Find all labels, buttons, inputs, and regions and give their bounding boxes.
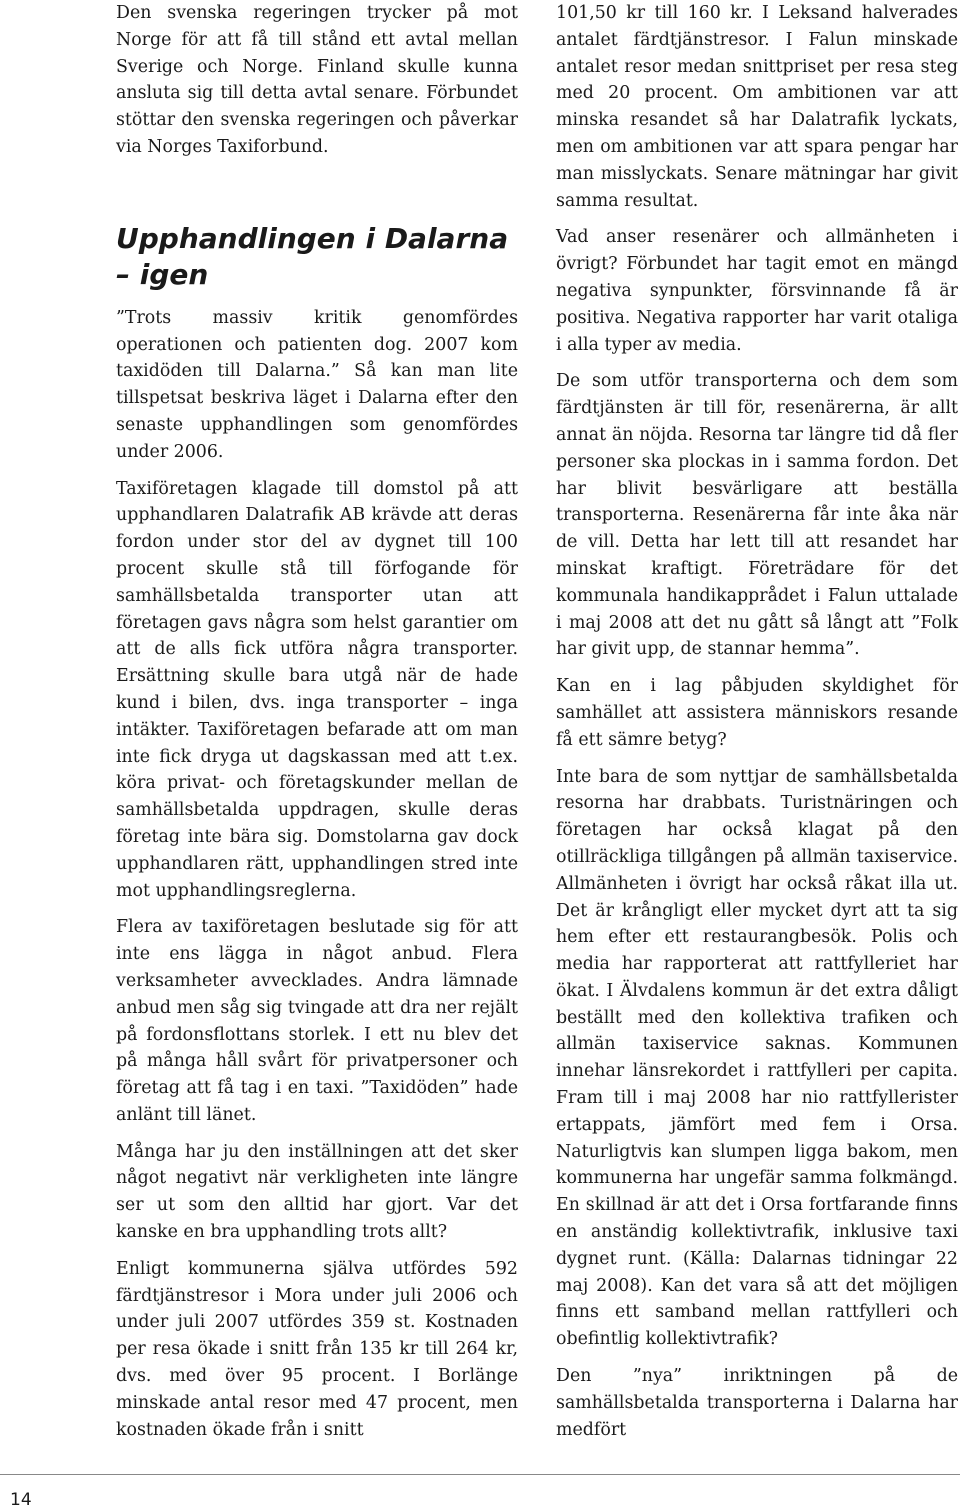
footer-divider [0,1474,960,1475]
paragraph-court: Taxiföretagen klagade till domstol på att upphandlaren Dalatrafik AB krävde att deras fordon under stor del av dygnet till 100 procent skulle stå till förfogande för samhällsbetalda transporter utan att företagen gavs några som helst garantier om att de alls fick utföra några transporter. Ersättning skulle bara utgå när de hade kund i bilen, dvs. inga transporter – inga intäkter. Taxiföretagen befarade att om man inte fick dryga ut dagskassan med att t.ex. köra privat- och företagskunder mellan de samhällsbetalda uppdragen, skulle deras företag inte bära sig. Domstolarna gav dock upphandlaren rätt, upphandlingen stred inte mot upphandlingsreglerna. [116,478,518,901]
paragraph-companies: Flera av taxiföretagen beslutade sig för att inte ens lägga in något anbud. Flera verksamheter avvecklades. Andra lämnade anbud men såg sig tvingade att dra ner rejält på fordonsflottans storlek. I ett nu blev det på många håll svårt för privatpersoner och företag att få tag i en taxi. ”Taxidöden” hade anlänt till länet. [116,917,518,1125]
section-heading: Upphandlingen i Dalarna – igen [116,221,509,291]
paragraph-intro: Den svenska regeringen trycker på mot Norge för att få till stånd ett avtal mellan Sverige och Norge. Finland skulle kunna ansluta sig till detta avtal senare. Förbundet stöttar den svenska regeringen och påverkar via Norges Taxiforbund. [116,3,518,157]
paragraph-opinions: Vad anser resenärer och allmänheten i övrigt? Förbundet har tagit emot en mängd negativa synpunkter, försvinnande få är positiva. Negativa rapporter har varit otaliga i alla typer av media. [556,227,958,355]
paragraph-travellers: De som utför transporterna och dem som färdtjänsten är till för, resenärerna, är allt annat än nöjda. Resorna tar längre tid då fler personer ska plockas in i samma fordon. Det har blivit besvärligare att beställa transporterna. Resenärerna får inte åka när de vill. Detta har lett till att resandet har minskat kraftigt. Företrädare för det kommunala handikapprådet i Falun uttalade i maj 2008 att det nu gått så långt att ”Folk har givit upp, de stannar hemma”. [556,371,958,660]
left-column [116,0,518,1443]
paragraph-tourism: Inte bara de som nyttjar de samhällsbetalda resorna har drabbats. Turistnäringen och företagen har också klagat på den otillräckliga tillgången på allmän taxiservice. Allmänheten i övrigt har också råkat illa ut. Det är krångligt eller mycket dyrt att ta sig hem efter ett restaurangbesök. Polis och media har rapporterat att rattfylleriet har ökat. I Älvdalens kommun är det extra dåligt beställt med den kollektiva trafiken och allmän taxiservice saknas. Kommunen innehar länsrekordet i rattfylleri per capita. Fram till i maj 2008 har nio rattfyllerister ertappats, jämfört med fem i Orsa. Naturligtvis kan slumpen ligga bakom, men kommunerna har ungefär samma folkmängd. En skillnad är att det i Orsa fortfarande finns en anständig kollektivtrafik, inklusive taxi dygnet runt. (Källa: Dalarnas tidningar 22 maj 2008). Kan det vara så att det möjligen finns ett samband mellan rattfylleri och obefintlig kollektivtrafik? [556,766,958,1350]
paragraph-question: Många har ju den inställningen att det sker något negativt när verkligheten inte längre ser ut som den alltid har gjort. Var det kanske en bra upphandling trots allt? [116,1141,518,1243]
paragraph-statistics: Enligt kommunerna själva utfördes 592 färdtjänstresor i Mora under juli 2006 och under juli 2007 utfördes 359 st. Kostnaden per resa ökade i snitt från 135 kr till 264 kr, dvs. med över 95 procent. I Borlänge minskade antal resor med 47 procent, men kostnaden ökade från i snitt [116,1258,518,1440]
paragraph-lead: ”Trots massiv kritik genomfördes operationen och patienten dog. 2007 kom taxidöden till Dalarna.” Så kan man lite tillspetsat beskriva läget i Dalarna efter den senaste upphandlingen som genomfördes under 2006. [116,307,518,462]
paragraph-statistics-cont: 101,50 kr till 160 kr. I Leksand halverades antalet färdtjänstresor. I Falun minskade antalet resor medan snittpriset per resa steg med 20 procent. Om ambitionen var att minska resandet så har Dalatrafik lyckats, men om ambitionen var att spara pengar har man misslyckats. Senare mätningar har givit samma resultat. [556,3,958,211]
page-number: 14 [10,1490,32,1510]
paragraph-new-direction: Den ”nya” inriktningen på de samhällsbetalda transporterna i Dalarna har medfört [556,1366,958,1440]
right-column [556,0,958,1443]
paragraph-duty: Kan en i lag påbjuden skyldighet för samhället att assistera människors resande få ett sämre betyg? [556,676,958,750]
